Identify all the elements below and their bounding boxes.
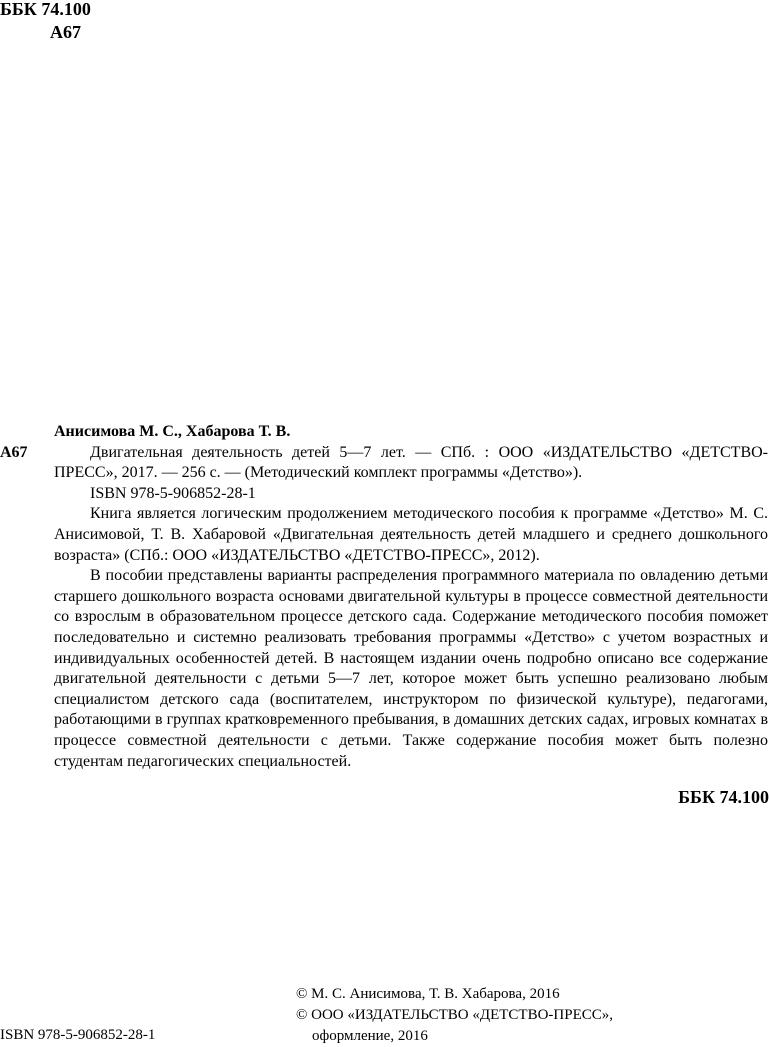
bbk-classification-bottom: ББК 74.100 <box>678 787 769 807</box>
catalog-card <box>54 422 768 772</box>
annotation-paragraph-2: В пособии представлены варианты распределения программного материала по овладению детьми старшего дошкольного возраста основами двигательной культуры в процессе совместной деятельности со взрослым в образовательном процессе детского сада. Содержание методического пособия поможет последовательно и системно реализовать требования программы «Детство» с учетом возрастных и индивидуальных особенностей детей. В настоящем издании очень подробно описано все содержание двигательной деятельности с детьми 5—7 лет, которое может быть успешно реализовано любым специалистом детского сада (воспитателем, инструктором по физической культуре), педагогами, работающими в группах кратковременного пребывания, в домашних детских садах, игровых комнатах в процессе совместной деятельности с детьми. Также содержание пособия может быть полезно студентам педагогических специальностей. <box>54 567 768 770</box>
isbn-footer: ISBN 978-5-906852-28-1 <box>0 1027 156 1043</box>
copyright-design: оформление, 2016 <box>312 1028 428 1044</box>
author-code-top: А67 <box>50 22 81 42</box>
copyright-publisher: © ООО «ИЗДАТЕЛЬСТВО «ДЕТСТВО-ПРЕСС», <box>296 1007 614 1023</box>
copyright-block <box>296 984 613 1047</box>
author-code-side: А67 <box>0 444 28 461</box>
bbk-classification-top: ББК 74.100 <box>0 0 91 19</box>
authors: Анисимова М. С., Хабарова Т. В. <box>54 423 291 440</box>
title-line: Двигательная деятельность детей 5—7 лет. — СПб. : ООО «ИЗДАТЕЛЬСТВО «ДЕТСТВО-ПРЕСС», 2017. — 256 с. — (Методический комплект программы «Детство»). <box>54 443 768 482</box>
annotation-paragraph-1: Книга является логическим продолжением методического пособия к программе «Детство» М. С. Анисимовой, Т. В. Хабаровой «Двигательная деятельность детей младшего и среднего дошкольного возраста» (СПб.: ООО «ИЗДАТЕЛЬСТВО «ДЕТСТВО-ПРЕСС», 2012). <box>54 505 768 564</box>
isbn-line: ISBN 978-5-906852-28-1 <box>90 484 256 502</box>
copyright-authors: © М. С. Анисимова, Т. В. Хабарова, 2016 <box>296 986 560 1002</box>
